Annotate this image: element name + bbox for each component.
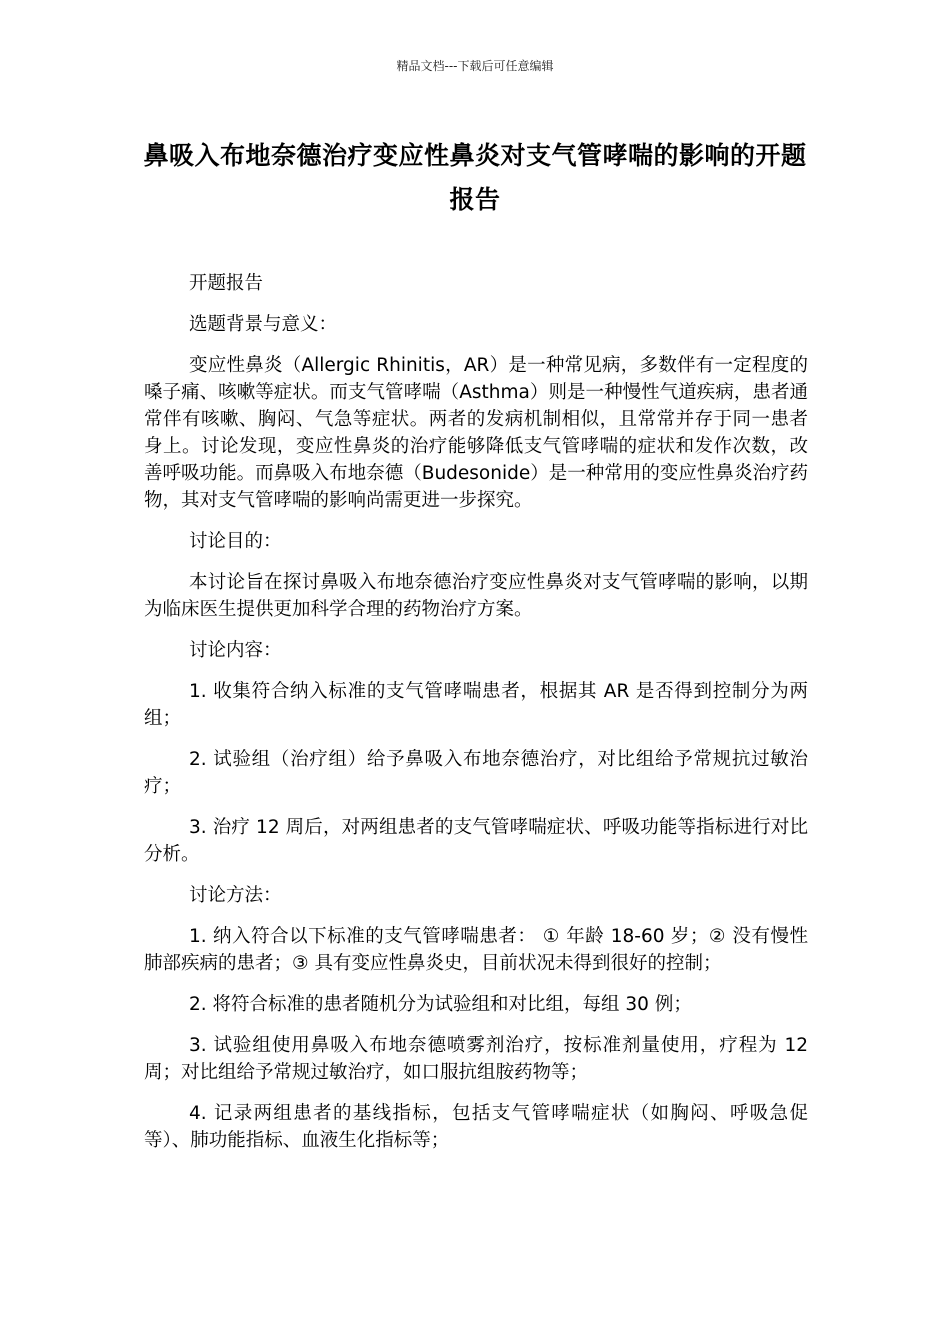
content-item-2: 2. 试验组（治疗组）给予鼻吸入布地奈德治疗，对比组给予常规抗过敏治疗； <box>144 749 808 797</box>
heading-report: 开题报告 <box>189 273 264 294</box>
heading-background: 选题背景与意义： <box>189 314 338 335</box>
method-item-2: 2. 将符合标准的患者随机分为试验组和对比组，每组 30 例； <box>189 994 692 1015</box>
document-body <box>144 270 808 1168</box>
document-title: 鼻吸入布地奈德治疗变应性鼻炎对支气管哮喘的影响的开题报告 <box>143 141 807 214</box>
page-header-note: 精品文档---下载后可任意编辑 <box>396 59 554 73</box>
method-item-4: 4. 记录两组患者的基线指标，包括支气管哮喘症状（如胸闷、呼吸急促等）、肺功能指标、血液生化指标等； <box>144 1103 808 1151</box>
heading-content: 讨论内容： <box>189 640 282 661</box>
content-item-3: 3. 治疗 12 周后，对两组患者的支气管哮喘症状、呼吸功能等指标进行对比分析。 <box>144 817 808 865</box>
content-item-1: 1. 收集符合纳入标准的支气管哮喘患者，根据其 AR 是否得到控制分为两组； <box>144 681 808 729</box>
paragraph-purpose: 本讨论旨在探讨鼻吸入布地奈德治疗变应性鼻炎对支气管哮喘的影响，以期为临床医生提供更加科学合理的药物治疗方案。 <box>144 572 808 620</box>
paragraph-background: 变应性鼻炎（Allergic Rhinitis，AR）是一种常见病，多数伴有一定程度的嗓子痛、咳嗽等症状。而支气管哮喘（Asthma）则是一种慢性气道疾病，患者通常伴有咳嗽、胸闷、气急等症状。两者的发病机制相似，且常常并存于同一患者身上。讨论发现，变应性鼻炎的治疗能够降低支气管哮喘的症状和发作次数，改善呼吸功能。而鼻吸入布地奈德（Budesonide）是一种常用的变应性鼻炎治疗药物，其对支气管哮喘的影响尚需更进一步探究。 <box>144 355 808 511</box>
heading-method: 讨论方法： <box>189 885 282 906</box>
method-item-1: 1. 纳入符合以下标准的支气管哮喘患者： ① 年龄 18-60 岁；② 没有慢性肺部疾病的患者；③ 具有变应性鼻炎史，目前状况未得到很好的控制； <box>144 926 808 974</box>
method-item-3: 3. 试验组使用鼻吸入布地奈德喷雾剂治疗，按标准剂量使用，疗程为 12 周；对比组给予常规过敏治疗，如口服抗组胺药物等； <box>144 1035 808 1083</box>
heading-purpose: 讨论目的： <box>189 531 282 552</box>
